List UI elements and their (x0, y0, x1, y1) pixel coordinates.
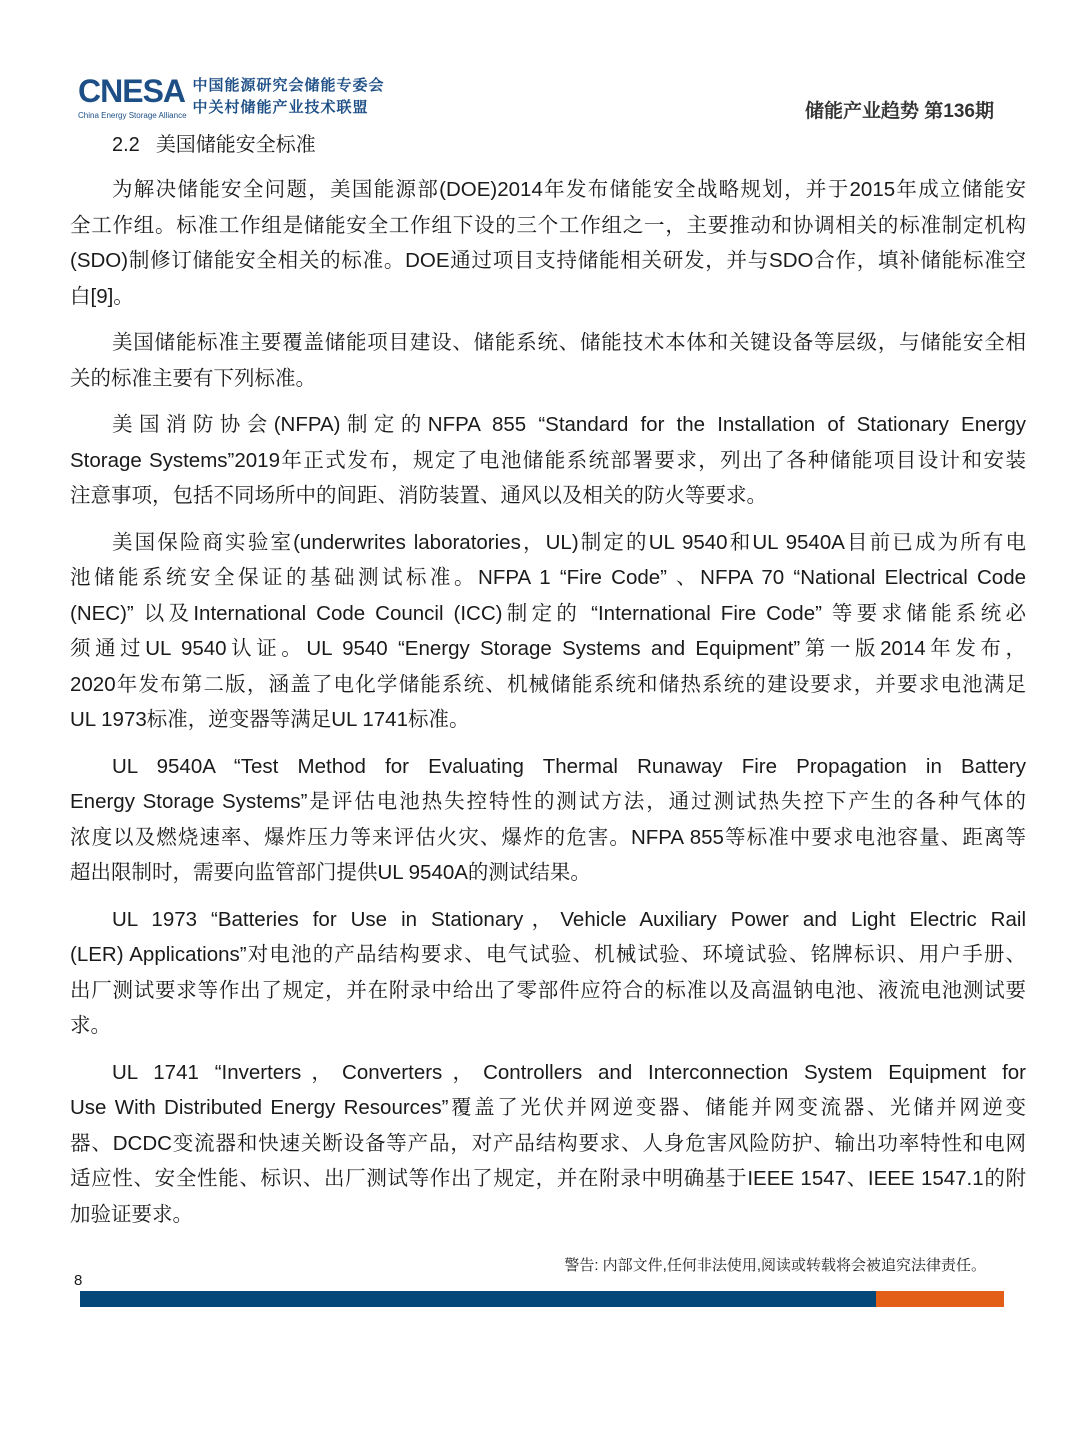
text-line: 美国储能标准主要覆盖储能项目建设、储能系统、储能技术本体和关键设备等层级，与储能安全相 (112, 331, 1026, 354)
issue-title: 储能产业趋势 第136期 (805, 101, 994, 122)
text-line: Storage Systems”2019年正式发布，规定了电池储能系统部署要求，列出了各种储能项目设计和安装 (70, 448, 1026, 472)
text-line: 注意事项，包括不同场所中的间距、消防装置、通风以及相关的防火等要求。 (70, 484, 767, 507)
footer-bar-orange (876, 1291, 1004, 1307)
text-line: 美国保险商实验室(underwrites laboratories，UL)制定的UL 9540和UL 9540A目前已成为所有电 (112, 530, 1026, 554)
footer-bar-blue (80, 1291, 876, 1307)
section-number: 2.2 (112, 134, 140, 156)
logo-org-name-2: 中关村储能产业技术联盟 (192, 98, 369, 116)
page-number: 8 (74, 1272, 83, 1289)
text-line: Energy Storage Systems”是评估电池热失控特性的测试方法，通过测试热失控下产生的各种气体的 (70, 790, 1026, 813)
text-line: 超出限制时，需要向监管部门提供UL 9540A的测试结果。 (70, 861, 591, 884)
text-line: 求。 (70, 1014, 111, 1037)
footer-bar (80, 1291, 1004, 1307)
text-line: 2020年发布第二版，涵盖了电化学储能系统、机械储能系统和储热系统的建设要求，并要求电池满足 (70, 672, 1026, 696)
section-heading (112, 132, 332, 158)
footer-warning: 警告: 内部文件,任何非法使用,阅读或转载将会被追究法律责任。 (564, 1257, 986, 1274)
paragraph (70, 902, 1026, 1044)
cnesa-logo (78, 72, 385, 121)
body-text (70, 172, 1026, 1243)
paragraph (70, 325, 1026, 396)
logo-org-name-1: 中国能源研究会储能专委会 (192, 76, 385, 94)
text-line: 须通过UL 9540认证。UL 9540 “Energy Storage Systems and Equipment”第一版2014年发布， (70, 637, 1026, 660)
text-line: 美国消防协会(NFPA)制定的NFPA 855 “Standard for the Installation of Stationary Energy (112, 413, 1026, 436)
text-line: UL 1973标准，逆变器等满足UL 1741标准。 (70, 708, 470, 731)
logo-wordmark: CNESA (78, 73, 186, 109)
text-line: 白[9]。 (70, 284, 134, 308)
text-line: UL 1973 “Batteries for Use in Stationary，Vehicle Auxiliary Power and Light Electric Rail (112, 907, 1026, 931)
text-line: 关的标准主要有下列标准。 (70, 366, 316, 390)
text-line: Use With Distributed Energy Resources”覆盖了光伏并网逆变器、储能并网变流器、光储并网逆变 (70, 1096, 1026, 1119)
text-line: 池储能系统安全保证的基础测试标准。NFPA 1 “Fire Code” 、NFPA 70 “National Electrical Code (70, 566, 1026, 589)
text-line: 浓度以及燃烧速率、爆炸压力等来评估火灾、爆炸的危害。NFPA 855等标准中要求电池容量、距离等 (70, 825, 1026, 849)
text-line: 全工作组。标准工作组是储能安全工作组下设的三个工作组之一，主要推动和协调相关的标准制定机构 (70, 213, 1026, 237)
text-line: 器、DCDC变流器和快速关断设备等产品，对产品结构要求、人身危害风险防护、输出功率特性和电网 (70, 1131, 1026, 1155)
text-line: 为解决储能安全问题，美国能源部(DOE)2014年发布储能安全战略规划，并于2015年成立储能安 (112, 178, 1026, 201)
paragraph (70, 1055, 1026, 1233)
text-line: (SDO)制修订储能安全相关的标准。DOE通过项目支持储能相关研发，并与SDO合作，填补储能标准空 (70, 249, 1026, 272)
paragraph (70, 749, 1026, 891)
logo-subtitle: China Energy Storage Alliance (78, 111, 187, 120)
text-line: (NEC)” 以及International Code Council (ICC)制定的 “International Fire Code” 等要求储能系统必 (70, 601, 1026, 625)
section-title: 美国储能安全标准 (155, 134, 316, 156)
paragraph (70, 407, 1026, 514)
text-line: 出厂测试要求等作出了规定，并在附录中给出了零部件应符合的标准以及高温钠电池、液流电池测试要 (70, 978, 1026, 1002)
text-line: 适应性、安全性能、标识、出厂测试等作出了规定，并在附录中明确基于IEEE 1547、IEEE 1547.1的附 (70, 1167, 1026, 1190)
text-line: UL 1741 “Inverters，Converters，Controllers and Interconnection System Equipment for (112, 1060, 1026, 1084)
text-line: (LER) Applications”对电池的产品结构要求、电气试验、机械试验、环境试验、铭牌标识、用户手册、 (70, 943, 1026, 966)
text-line: 加验证要求。 (70, 1202, 193, 1226)
text-line: UL 9540A “Test Method for Evaluating Thermal Runaway Fire Propagation in Battery (112, 754, 1026, 778)
paragraph (70, 172, 1026, 314)
paragraph (70, 525, 1026, 738)
